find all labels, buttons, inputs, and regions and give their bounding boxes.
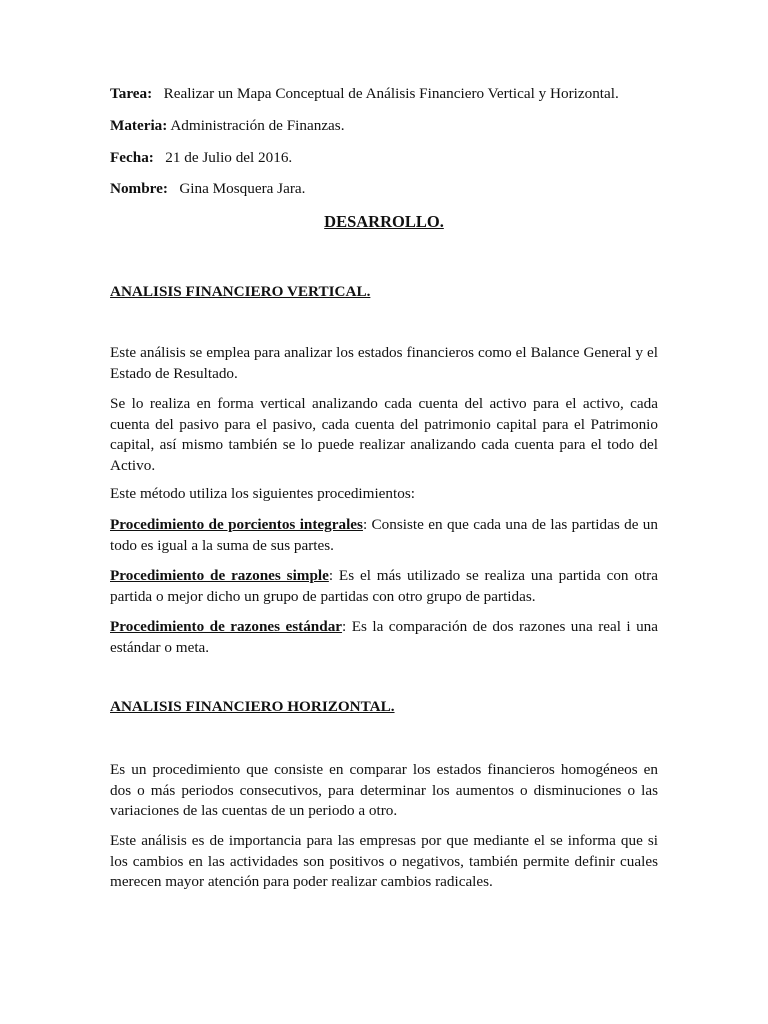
horizontal-heading: ANALISIS FINANCIERO HORIZONTAL.: [110, 698, 395, 715]
procedure-razones-simple-text: : Es el más utilizado se realiza una partida con otra partida o mejor dicho un grupo de partidas con otro grupo de partidas.: [110, 567, 658, 605]
procedure-razones-estandar-text: : Es la comparación de dos razones una real i una estándar o meta.: [110, 618, 658, 656]
procedure-porcientos: [110, 515, 658, 556]
tarea-value: Realizar un Mapa Conceptual de Análisis Financiero Vertical y Horizontal.: [163, 85, 619, 102]
procedure-porcientos-text: : Consiste en que cada una de las partidas de un todo es igual a la suma de sus partes.: [110, 516, 658, 554]
nombre-label: Nombre:: [110, 180, 168, 197]
procedure-porcientos-term: Procedimiento de porcientos integrales: [110, 516, 363, 533]
procedure-razones-simple-term: Procedimiento de razones simple: [110, 567, 329, 584]
fecha-value: 21 de Julio del 2016.: [165, 149, 293, 166]
vertical-paragraph-3: Este método utiliza los siguientes procedimientos:: [110, 485, 415, 502]
procedure-razones-simple: [110, 566, 658, 607]
procedure-razones-estandar: [110, 617, 658, 658]
vertical-paragraph-2: Se lo realiza en forma vertical analizando cada cuenta del activo para el activo, cada cuenta del pasivo para el pasivo, cada cuenta del patrimonio capital para el Patrimonio capital, así mismo también se lo puede realizar analizando cada cuenta para el todo del Activo.: [110, 395, 658, 474]
horizontal-paragraph-2: Este análisis es de importancia para las empresas por que mediante el se informa que si los cambios en las actividades son positivos o negativos, también permite definir cuales merecen mayor atención para poder realizar cambios radicales.: [110, 832, 658, 890]
tarea-label: Tarea:: [110, 85, 153, 102]
document-title: DESARROLLO.: [324, 212, 444, 231]
materia-value: Administración de Finanzas.: [170, 117, 345, 134]
nombre-value: Gina Mosquera Jara.: [179, 180, 306, 197]
fecha-label: Fecha:: [110, 149, 154, 166]
horizontal-paragraph-1: Es un procedimiento que consiste en comparar los estados financieros homogéneos en dos o más periodos consecutivos, para determinar los aumentos o disminuciones o las variaciones de las cuentas de un periodo a otro.: [110, 761, 658, 819]
tarea-line: [110, 85, 619, 103]
fecha-line: [110, 149, 292, 167]
nombre-line: [110, 180, 305, 198]
vertical-paragraph-1: Este análisis se emplea para analizar los estados financieros como el Balance General y el Estado de Resultado.: [110, 344, 658, 382]
materia-label: Materia:: [110, 117, 168, 134]
procedure-razones-estandar-term: Procedimiento de razones estándar: [110, 618, 343, 635]
materia-line: [110, 117, 345, 135]
vertical-heading: ANALISIS FINANCIERO VERTICAL.: [110, 283, 371, 300]
